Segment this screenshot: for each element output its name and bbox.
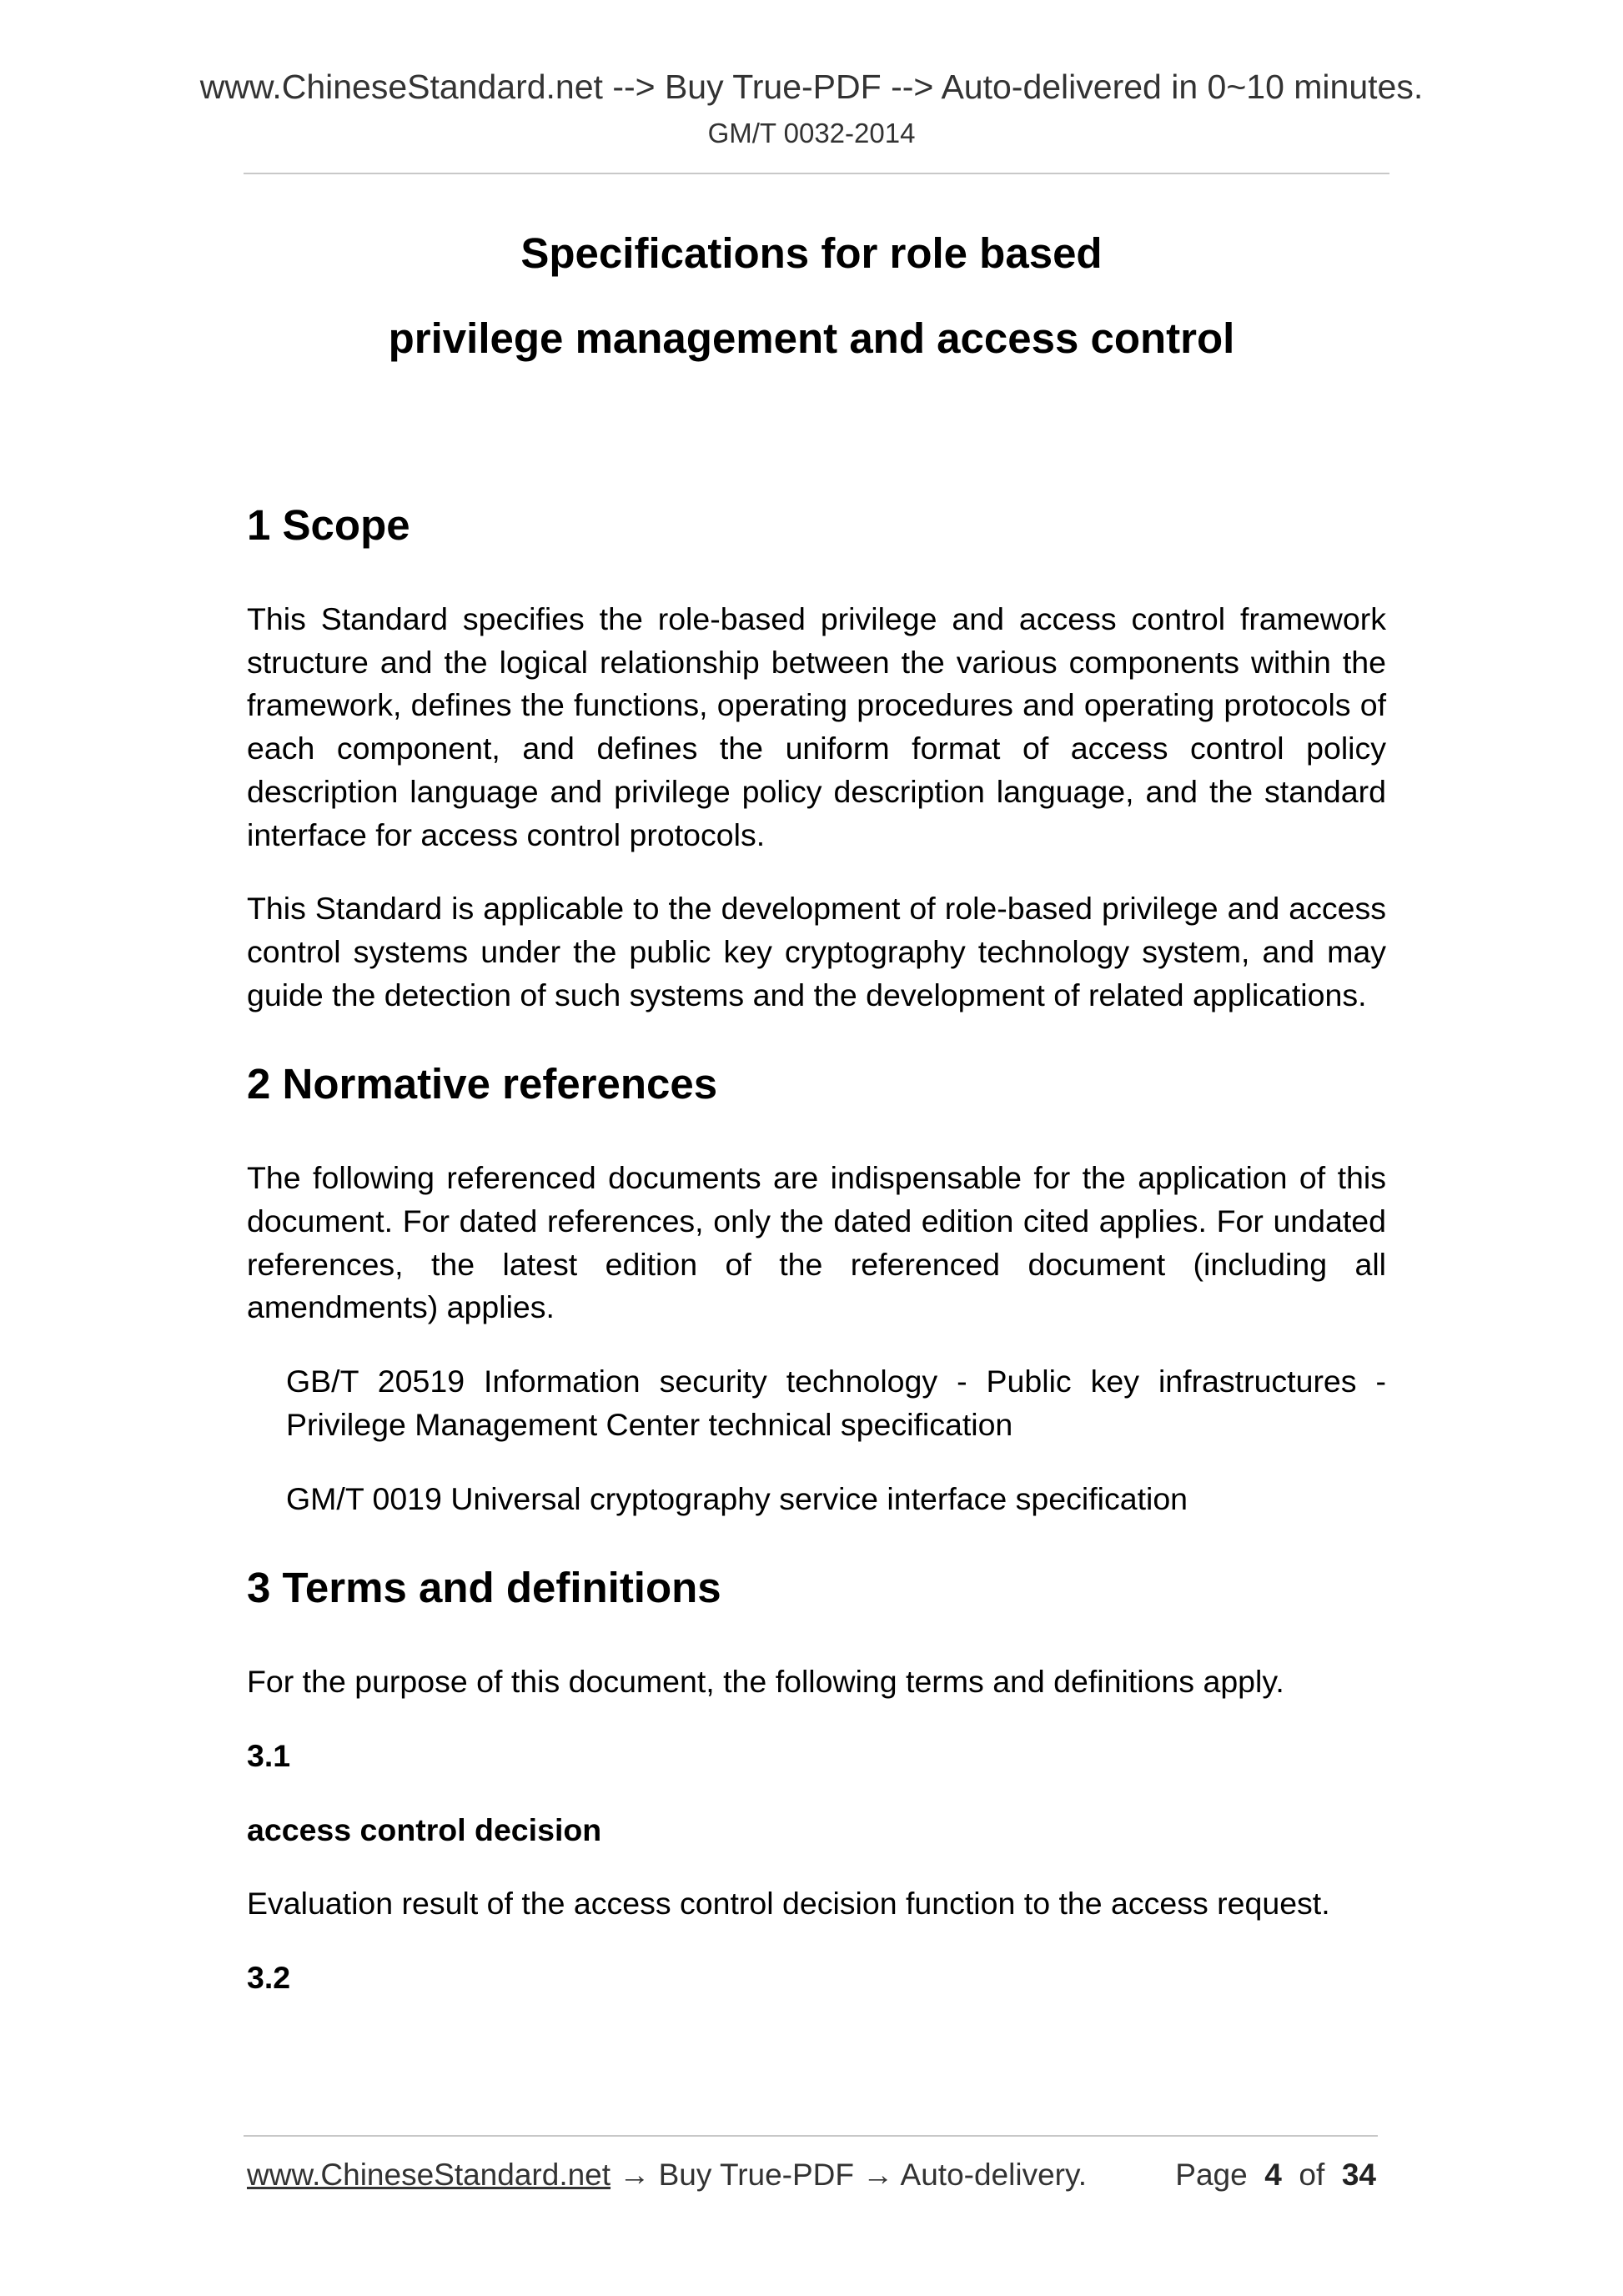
term-name: access control decision (247, 1811, 602, 1847)
term-definition: Evaluation result of the access control decision function to the access request. (247, 1886, 1330, 1922)
standard-code: GM/T 0032-2014 (707, 118, 916, 148)
header-divider (244, 173, 1389, 174)
of-label: of (1299, 2158, 1325, 2192)
arrow-right-icon: → (619, 2158, 651, 2192)
footer-promo (247, 2156, 1087, 2194)
header-banner: www.ChineseStandard.net --> Buy True-PDF --> Auto-delivered in 0~10 minutes. (199, 68, 1424, 106)
term-number: 3.2 (247, 1960, 291, 1996)
scope-paragraph-1: This Standard specifies the role-based privilege and access control framework structure and the logical relationship between the various components within the framework, defines the functions, operating procedures and operating protocols of each component, and defines the uniform format of access control policy description language and privilege policy description language, and the standard interface for access control protocols. (247, 601, 1386, 852)
section-heading-terms: 3 Terms and definitions (247, 1564, 721, 1612)
footer-delivery-text: Auto-delivery. (900, 2158, 1088, 2192)
page-label: Page (1175, 2158, 1248, 2192)
footer-buy-text: Buy True-PDF (658, 2158, 855, 2192)
reference-item: GB/T 20519 Information security technology - Public key infrastructures - Privilege Management Center technical specification (286, 1364, 1386, 1442)
page-indicator (1175, 2156, 1376, 2194)
document-title-line2: privilege management and access control (388, 314, 1235, 362)
document-body (247, 500, 1386, 2000)
terms-intro-paragraph: For the purpose of this document, the following terms and definitions apply. (247, 1664, 1284, 1700)
section-heading-normative-references: 2 Normative references (247, 1060, 718, 1108)
reference-item: GM/T 0019 Universal cryptography service interface specification (286, 1480, 1188, 1516)
footer-divider (244, 2135, 1378, 2137)
page-number: 4 (1264, 2158, 1282, 2192)
arrow-right-icon: → (862, 2158, 894, 2192)
page-total: 34 (1341, 2158, 1376, 2192)
document-title-line1: Specifications for role based (520, 229, 1103, 277)
normative-paragraph: The following referenced documents are indispensable for the application of this document. For dated references, only the dated edition cited applies. For undated references, the latest edition of the referenced document (including all amendments) applies. (247, 1160, 1386, 1325)
section-heading-scope: 1 Scope (247, 501, 410, 549)
footer-site-link[interactable]: www.ChineseStandard.net (247, 2158, 611, 2192)
term-number: 3.1 (247, 1737, 291, 1773)
scope-paragraph-2: This Standard is applicable to the development of role-based privilege and access control systems under the public key cryptography technology system, and may guide the detection of such systems and the development of related applications. (247, 891, 1386, 1012)
